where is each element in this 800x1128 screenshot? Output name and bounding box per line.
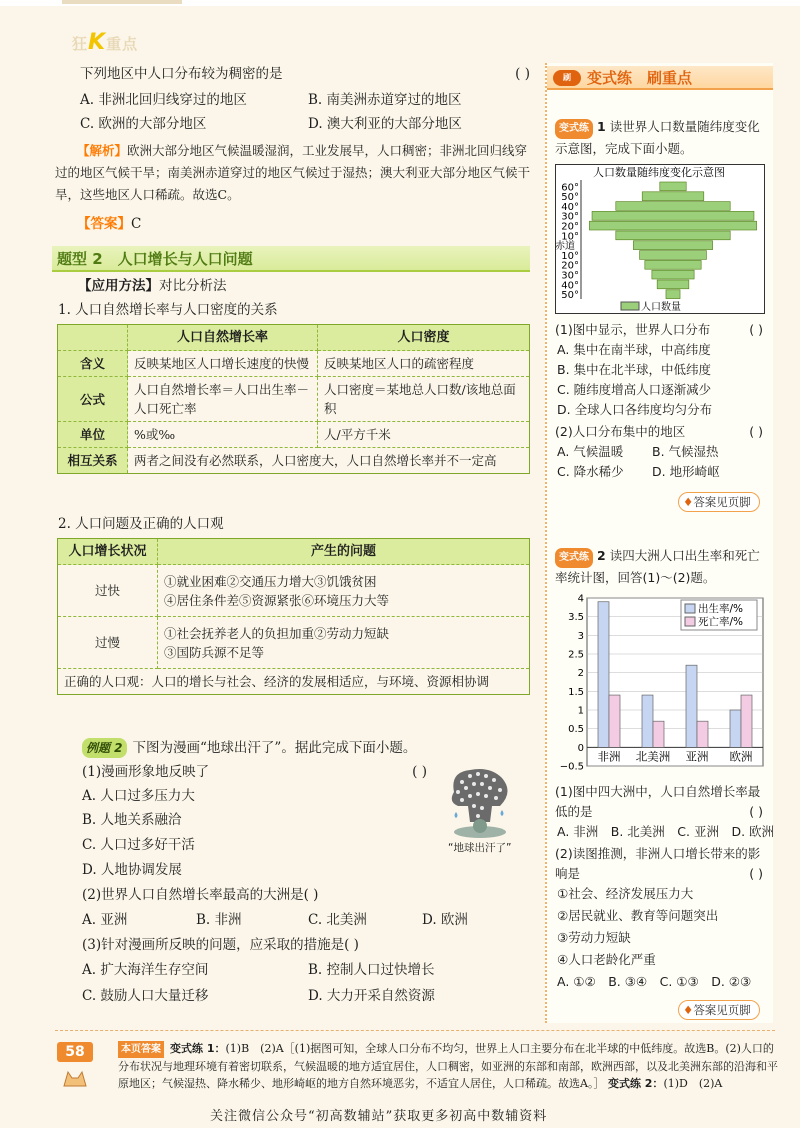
- tick-label: 1: [577, 705, 584, 717]
- table-header: 人口增长状况: [58, 539, 158, 565]
- chart-bar: [640, 251, 707, 260]
- row-label: 单位: [58, 422, 128, 448]
- variant1-stem: 变式练 1 读世界人口数量随纬度变化示意图，完成下面小题。: [555, 119, 760, 156]
- option-a: A. 人口过多压力大: [82, 788, 195, 804]
- table-cell: 正确的人口观：人口的增长与社会、经济的发展相适应，与环境、资源相协调: [58, 669, 530, 695]
- category-label: 亚洲: [685, 749, 709, 764]
- tick-label: 0: [577, 742, 584, 754]
- option-a: A. 扩大海洋生存空间: [82, 962, 209, 978]
- category-label: 北美洲: [635, 749, 671, 764]
- example-q3: (3)针对漫画所反映的问题，应采取的措施是( ): [82, 937, 359, 953]
- chart-bar: [598, 602, 609, 748]
- row-label: 过慢: [58, 617, 158, 669]
- table2-caption: 2. 人口问题及正确的人口观: [58, 516, 224, 532]
- page-number: 58: [57, 1042, 93, 1062]
- option-c: C. 欧洲的大部分地区: [80, 116, 207, 132]
- option-c: C. 北美洲: [308, 912, 367, 928]
- chart-bar: [642, 695, 653, 747]
- chart-bar: [660, 182, 686, 191]
- top-tab: [62, 0, 182, 4]
- answer-link-button[interactable]: ♦答案见页脚: [678, 1000, 760, 1020]
- option-b: B. 气候湿热: [652, 444, 719, 459]
- tick-label: 0.5: [568, 724, 584, 736]
- table-cell: 人/平方千米: [318, 422, 530, 448]
- section-title: 题型 2 人口增长与人口问题: [52, 246, 530, 272]
- answer: 【答案】C: [77, 216, 142, 232]
- table-population-problems: [57, 538, 530, 695]
- variant2-q2-options: A. ①② B. ③④ C. ①③ D. ②③: [557, 974, 752, 989]
- table-header: 人口自然增长率: [128, 325, 318, 351]
- tick-label: −0.5: [559, 761, 584, 773]
- chart-bar: [645, 260, 701, 269]
- option-c: C. 降水稀少: [557, 464, 624, 479]
- row-label: 公式: [58, 377, 128, 422]
- chart-bar: [616, 202, 730, 211]
- option-b: B. 控制人口过快增长: [308, 962, 435, 978]
- variant2-q2: (2)读图推测，非洲人口增长带来的影响是 ( ): [555, 846, 763, 881]
- tick-label: 3.5: [568, 612, 584, 624]
- chart-bar: [592, 211, 754, 220]
- tick-label: 1.5: [568, 686, 584, 698]
- option-a: A. 非洲北回归线穿过的地区: [80, 92, 247, 108]
- variant1-q2: (2)人口分布集中的地区 ( ): [555, 424, 763, 439]
- tick-label: 赤道: [555, 241, 575, 253]
- sidebar-header: [547, 66, 773, 90]
- legend-birth: 出生率/%: [698, 603, 744, 615]
- latitude-population-chart: [555, 164, 765, 314]
- option-a: A. 亚洲: [82, 912, 128, 928]
- list-item: ②居民就业、教育等问题突出: [557, 908, 719, 923]
- earth-sweating-cartoon: [440, 762, 520, 842]
- tick-label: 3: [577, 630, 584, 642]
- pin-icon: ♦: [683, 1003, 694, 1017]
- option-b: B. 南美洲赤道穿过的地区: [308, 92, 462, 108]
- option-c: C. 鼓励人口大量迁移: [82, 988, 209, 1004]
- legend-swatch-birth: [685, 604, 695, 613]
- legend-death: 死亡率/%: [698, 616, 744, 628]
- variant2-q1: (1)图中四大洲中，人口自然增长率最低的是 ( ): [555, 784, 763, 819]
- option-a: A. 集中在南半球，中高纬度: [557, 342, 711, 357]
- option-b: B. 集中在北半球，中低纬度: [557, 362, 712, 377]
- legend-swatch-death: [685, 617, 695, 626]
- option-c: C. 随纬度增高人口逐渐减少: [557, 382, 712, 397]
- category-label: 非洲: [597, 749, 621, 764]
- bottom-note: 关注微信公众号“初高数辅站”获取更多初高中数辅资料: [210, 1109, 548, 1124]
- chart-bar: [653, 721, 664, 747]
- legend-swatch: [621, 302, 639, 310]
- variant2-q1-options: A. 非洲 B. 北美洲 C. 亚洲 D. 欧洲: [557, 824, 775, 839]
- table-cell: 人口自然增长率＝人口出生率－人口死亡率: [128, 377, 318, 422]
- chart-bar: [609, 695, 620, 747]
- option-d: D. 大力开采自然资源: [308, 988, 435, 1004]
- option-d: D. 地形崎岖: [652, 464, 720, 479]
- tick-label: 30°: [561, 270, 579, 282]
- option-c: C. 人口过多好干活: [82, 837, 195, 853]
- chart-bar: [657, 280, 689, 289]
- table-rate-density: [57, 324, 530, 474]
- list-item: ③劳动力短缺: [557, 930, 631, 945]
- table-cell: ①社会抚养老人的负担加重②劳动力短缺 ③国防兵源不足等: [158, 617, 530, 669]
- option-a: A. 气候温暖: [557, 444, 624, 459]
- example-q2: (2)世界人口自然增长率最高的大洲是( ): [82, 887, 319, 903]
- cartoon-caption: “地球出汗了”: [448, 842, 512, 854]
- method: 【应用方法】对比分析法: [78, 278, 227, 294]
- fox-mascot-icon: [60, 1066, 90, 1090]
- table-cell: %或‰: [128, 422, 318, 448]
- brand-logo: 狂K重点: [72, 30, 139, 55]
- sidebar-badge: 刷: [553, 70, 581, 86]
- tick-label: 20°: [561, 260, 579, 272]
- variant1-q1: (1)图中显示，世界人口分布 ( ): [555, 322, 763, 337]
- table-header: [58, 325, 128, 351]
- footer-divider: [55, 1030, 775, 1031]
- table-cell: 反映某地区人口的疏密程度: [318, 351, 530, 377]
- category-label: 欧洲: [729, 749, 753, 764]
- question-stem: 下列地区中人口分布较为稠密的是 ( ): [80, 66, 530, 82]
- list-item: ④人口老龄化严重: [557, 952, 656, 967]
- chart-bar: [666, 290, 680, 299]
- chart-bar: [730, 710, 741, 747]
- chart-bar: [589, 221, 756, 230]
- table-cell: 反映某地区人口增长速度的快慢: [128, 351, 318, 377]
- chart-bar: [616, 231, 730, 240]
- option-b: B. 非洲: [196, 912, 242, 928]
- chart-title: 人口数量随纬度变化示意图: [593, 166, 725, 179]
- option-d: D. 人地协调发展: [82, 862, 182, 878]
- list-item: ①社会、经济发展压力大: [557, 886, 694, 901]
- tick-label: 10°: [561, 250, 579, 262]
- pin-icon: ♦: [683, 495, 694, 509]
- chart-bar: [741, 695, 752, 747]
- table-header: 产生的问题: [158, 539, 530, 565]
- legend-label: 人口数量: [641, 302, 681, 313]
- option-d: D. 全球人口各纬度均匀分布: [557, 402, 713, 417]
- chart-bar: [642, 192, 704, 201]
- table-cell: 两者之间没有必然联系，人口密度大，人口自然增长率并不一定高: [128, 448, 530, 474]
- tick-label: 50°: [561, 192, 579, 204]
- table-cell: 人口密度＝某地总人口数/该地总面积: [318, 377, 530, 422]
- example-stem: 例题 2 下图为漫画“地球出汗了”。据此完成下面小题。: [82, 738, 416, 758]
- option-d: D. 欧洲: [422, 912, 468, 928]
- row-label: 相互关系: [58, 448, 128, 474]
- chart-bar: [633, 241, 712, 250]
- table-header: 人口密度: [318, 325, 530, 351]
- answer-link-button[interactable]: ♦答案见页脚: [678, 492, 760, 512]
- chart-bar: [652, 270, 694, 279]
- analysis: 【解析】欧洲大部分地区气候温暖湿润，工业发展早，人口稠密；非洲北回归线穿过的地区气候干旱；南美洲赤道穿过的地区气候过于湿热；澳大利亚大部分地区气候干旱，这些地区人口稀疏。故选C。: [55, 143, 531, 202]
- chart-bar: [686, 665, 697, 747]
- sidebar-title: 变式练 刷重点: [587, 69, 693, 87]
- row-label: 含义: [58, 351, 128, 377]
- tick-label: 40°: [561, 201, 579, 213]
- tick-label: 30°: [561, 211, 579, 223]
- table-cell: ①就业困难②交通压力增大③饥饿贫困 ④居住条件差⑤资源紧张⑥环境压力大等: [158, 565, 530, 617]
- tick-label: 4: [577, 593, 584, 605]
- tick-label: 60°: [561, 182, 579, 194]
- tick-label: 40°: [561, 280, 579, 292]
- chart-bar: [697, 721, 708, 747]
- tick-label: 2: [577, 668, 584, 680]
- tick-label: 2.5: [568, 649, 584, 661]
- birth-death-rate-chart: [557, 590, 767, 780]
- example-q1: (1)漫画形象地反映了 ( ): [82, 764, 427, 780]
- variant2-stem: 变式练 2 读四大洲人口出生率和死亡率统计图，回答(1)～(2)题。: [555, 548, 760, 585]
- row-label: 过快: [58, 565, 158, 617]
- tick-label: 10°: [561, 231, 579, 243]
- tick-label: 20°: [561, 221, 579, 233]
- page-answers: 本页答案 变式练 1：(1)B (2)A［(1)据图可知，全球人口分布不均匀，世界上人口主要分布在北半球的中低纬度。故选B。(2)人口的分布状况与地理环境有着密切联系，气候温暖的地方适宜居住，人口稠密，如亚洲的东部和南部，欧洲西部，以及北美洲东部的沿海和平原地区；气候湿热、降水稀少、地形崎岖的地方自然环境恶劣，不适宜人居住，人口稀疏。故选A。］ 变式练 2：(1)D (2)A: [118, 1042, 778, 1090]
- option-b: B. 人地关系融洽: [82, 812, 182, 828]
- tick-label: 50°: [561, 290, 579, 302]
- option-d: D. 澳大利亚的大部分地区: [308, 116, 462, 132]
- table1-caption: 1. 人口自然增长率与人口密度的关系: [58, 302, 278, 318]
